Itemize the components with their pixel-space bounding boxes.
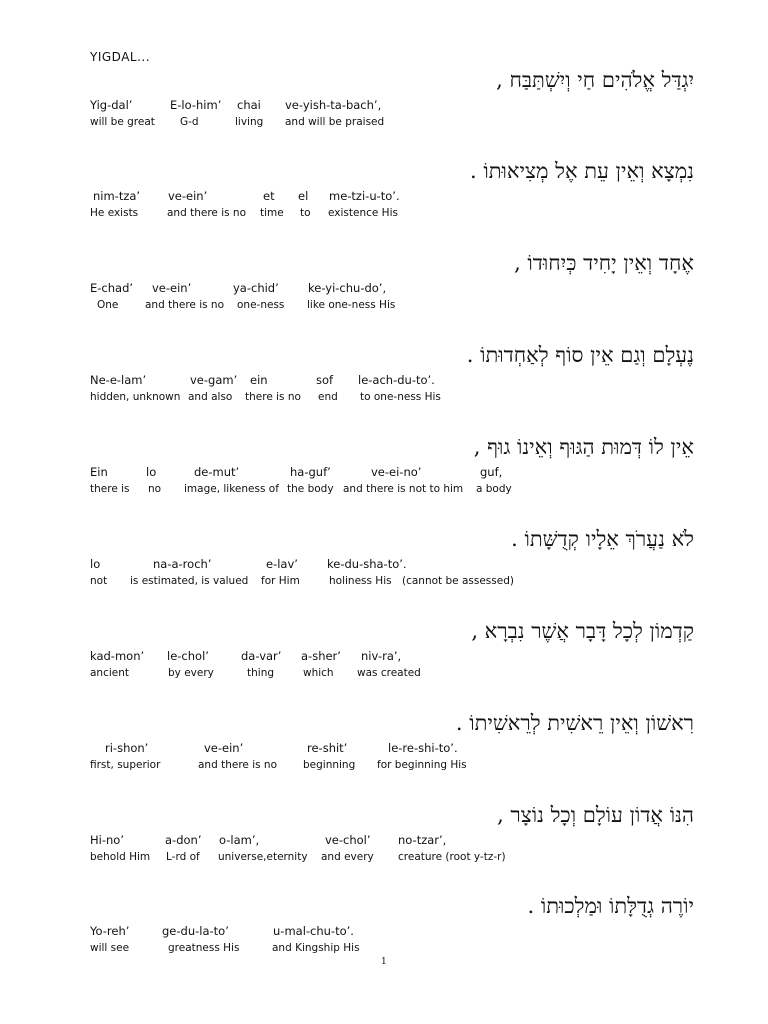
gloss-word: end (318, 391, 338, 403)
verse-7 (0, 619, 768, 709)
translit-word: le-re-shi-to’. (388, 741, 458, 755)
gloss-word: not (90, 575, 108, 587)
gloss-line (0, 851, 768, 867)
gloss-word: and there is no (198, 759, 278, 771)
translit-word: ke-yi-chu-do’, (308, 281, 387, 295)
translit-word: lo (90, 557, 101, 571)
hebrew-line: קַדְמוֹן לְכָל דָּבָר אֲשֶׁר נִבְרָא , (471, 619, 694, 643)
translit-word: na-a-roch’ (153, 557, 212, 571)
translit-word: a-don’ (165, 833, 202, 847)
hebrew-line: לֹא נַעֲרֹךְ אֵלָיו קְדֻשָּׁתוֹ . (511, 527, 694, 551)
transliteration-line (0, 465, 768, 481)
translit-word: el (298, 189, 309, 203)
gloss-word: by every (168, 667, 214, 679)
gloss-word: like one-ness His (307, 299, 396, 311)
hebrew-line: רִאשׁוֹן וְאֵין רֵאשִׁית לְרֵאשִׁיתוֹ . (455, 711, 694, 735)
translit-word: lo (146, 465, 157, 479)
gloss-word: will be great (90, 116, 155, 128)
verse-9 (0, 803, 768, 893)
translit-word: re-shit’ (307, 741, 348, 755)
gloss-word: there is (90, 483, 130, 495)
verse-4 (0, 343, 768, 433)
gloss-line (0, 299, 768, 315)
gloss-word: living (235, 116, 264, 128)
gloss-word: and there is no (145, 299, 225, 311)
translit-word: Yig-dal’ (90, 98, 133, 112)
gloss-word: a body (476, 483, 512, 495)
translit-word: ve-chol’ (325, 833, 371, 847)
translit-word: et (263, 189, 275, 203)
translit-word: o-lam’, (219, 833, 260, 847)
gloss-line (0, 575, 768, 591)
transliteration-line (0, 741, 768, 757)
transliteration-line (0, 98, 768, 114)
page-number: 1 (381, 957, 387, 967)
hebrew-line: נֶעְלָם וְגַם אֵין סוֹף לְאַחְדוּתוֹ . (466, 343, 694, 367)
translit-word: ve-ei-no’ (371, 465, 422, 479)
gloss-line (0, 207, 768, 223)
translit-word: E-chad’ (90, 281, 134, 295)
translit-word: ge-du-la-to’ (162, 924, 229, 938)
hebrew-line: יִגְדַּל אֱלֹהִים חַי וְיִשְׁתַּבַּח , (496, 68, 694, 92)
transliteration-line (0, 924, 768, 940)
translit-word: me-tzi-u-to’. (329, 189, 400, 203)
gloss-line (0, 942, 768, 958)
translit-word: ve-ein’ (152, 281, 192, 295)
translit-word: Yo-reh’ (90, 924, 130, 938)
translit-word: E-lo-him’ (170, 98, 222, 112)
gloss-word: existence His (328, 207, 398, 219)
translit-word: sof (316, 373, 334, 387)
gloss-line (0, 759, 768, 775)
translit-word: chai (237, 98, 261, 112)
gloss-word: holiness His (329, 575, 392, 587)
translit-word: ri-shon’ (105, 741, 149, 755)
transliteration-line (0, 281, 768, 297)
verse-5 (0, 435, 768, 525)
translit-word: kad-mon’ (90, 649, 145, 663)
page-title: YIGDAL... (90, 50, 151, 64)
gloss-word: for beginning His (377, 759, 467, 771)
translit-word: guf, (480, 465, 503, 479)
translit-word: ha-guf’ (290, 465, 331, 479)
gloss-word: for Him (261, 575, 300, 587)
gloss-word: time (260, 207, 284, 219)
gloss-word: no (148, 483, 162, 495)
gloss-word: hidden, unknown (90, 391, 181, 403)
translit-word: Hi-no’ (90, 833, 124, 847)
transliteration-line (0, 373, 768, 389)
verse-6 (0, 527, 768, 617)
gloss-word: behold Him (90, 851, 151, 863)
gloss-line (0, 391, 768, 407)
gloss-word: G-d (180, 116, 199, 128)
gloss-word: will see (90, 942, 130, 954)
gloss-word: image, likeness of (184, 483, 279, 495)
gloss-word: one-ness (237, 299, 285, 311)
gloss-word: greatness His (168, 942, 240, 954)
gloss-word: to one-ness His (360, 391, 441, 403)
gloss-word: and every (321, 851, 374, 863)
gloss-word: is estimated, is valued (130, 575, 249, 587)
translit-word: Ein (90, 465, 108, 479)
gloss-line (0, 667, 768, 683)
translit-word: no-tzar’, (398, 833, 447, 847)
gloss-word: which (303, 667, 334, 679)
hebrew-line: נִמְצָא וְאֵין עֵת אֶל מְצִיאוּתוֹ . (470, 159, 694, 183)
translit-word: ve-gam’ (190, 373, 238, 387)
transliteration-line (0, 189, 768, 205)
verse-2 (0, 159, 768, 249)
gloss-word: One (97, 299, 119, 311)
translit-word: e-lav’ (266, 557, 298, 571)
transliteration-line (0, 557, 768, 573)
gloss-word: there is no (245, 391, 301, 403)
translit-word: niv-ra’, (361, 649, 402, 663)
translit-word: da-var’ (241, 649, 282, 663)
translit-word: Ne-e-lam’ (90, 373, 147, 387)
gloss-word: universe,eternity (218, 851, 308, 863)
transliteration-line (0, 833, 768, 849)
gloss-word: thing (247, 667, 275, 679)
verse-10 (0, 894, 768, 984)
gloss-line (0, 483, 768, 499)
hebrew-line: אֵין לוֹ דְּמוּת הַגּוּף וְאֵינוֹ גוּף , (473, 435, 694, 459)
hebrew-line: יוֹרֶה גְדֻלָּתוֹ וּמַלְכוּתוֹ . (527, 894, 694, 918)
gloss-word: L-rd of (166, 851, 200, 863)
translit-word: nim-tza’ (93, 189, 141, 203)
translit-word: de-mut’ (194, 465, 240, 479)
translit-word: a-sher’ (301, 649, 341, 663)
translit-word: le-ach-du-to’. (358, 373, 435, 387)
gloss-word: first, superior (90, 759, 161, 771)
gloss-word: He exists (90, 207, 139, 219)
gloss-word: and will be praised (285, 116, 385, 128)
verse-1 (0, 68, 768, 158)
gloss-word: and also (188, 391, 233, 403)
translit-word: ein (250, 373, 268, 387)
gloss-word: creature (root y-tz-r) (398, 851, 506, 863)
translit-word: ve-yish-ta-bach’, (285, 98, 382, 112)
hebrew-line: אֶחָד וְאֵין יָחִיד כְּיִחוּדוֹ , (514, 251, 694, 275)
translit-word: ya-chid’ (233, 281, 279, 295)
translit-word: ve-ein’ (168, 189, 208, 203)
transliteration-line (0, 649, 768, 665)
translit-word: u-mal-chu-to’. (273, 924, 354, 938)
gloss-word: was created (357, 667, 421, 679)
hebrew-line: הִנּוֹ אֲדוֹן עוֹלָם וְכָל נוֹצָר , (497, 803, 694, 827)
verse-3 (0, 251, 768, 341)
gloss-word: beginning (303, 759, 356, 771)
gloss-word: ancient (90, 667, 130, 679)
translit-word: le-chol’ (167, 649, 209, 663)
gloss-word: to (300, 207, 311, 219)
gloss-word: the body (287, 483, 334, 495)
translit-word: ve-ein’ (204, 741, 244, 755)
verse-8 (0, 711, 768, 801)
gloss-word: and there is no (167, 207, 247, 219)
gloss-word: and Kingship His (272, 942, 360, 954)
gloss-word: and there is not to him (343, 483, 464, 495)
gloss-word: (cannot be assessed) (402, 575, 514, 587)
gloss-line (0, 116, 768, 132)
translit-word: ke-du-sha-to’. (327, 557, 407, 571)
